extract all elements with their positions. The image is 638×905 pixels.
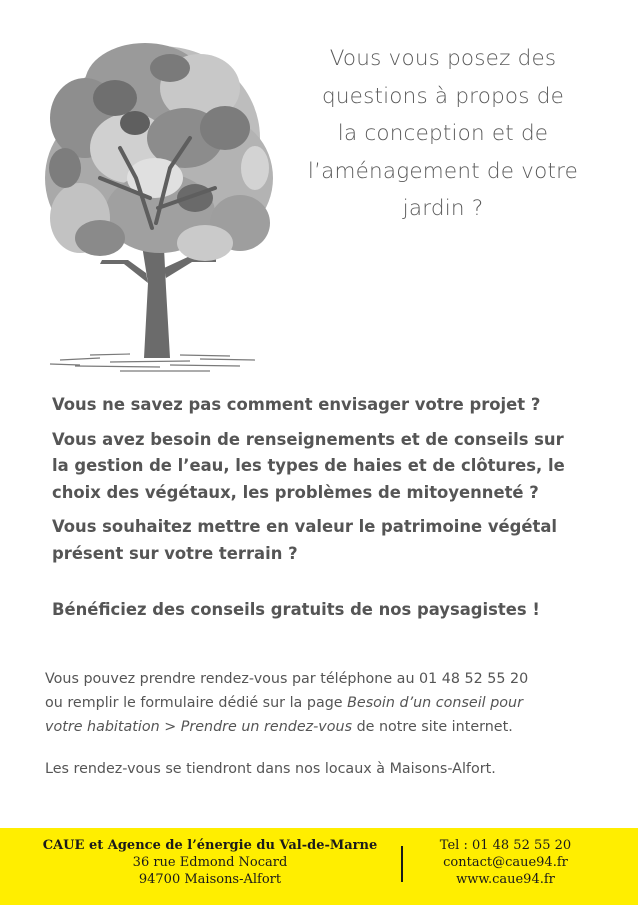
benefit-statement: Bénéficiez des conseils gratuits de nos paysagistes ! [52,600,540,619]
address-city: 94700 Maisons-Alfort [138,872,282,887]
question-line: choix des végétaux, les problèmes de mitoyenneté ? [52,482,539,502]
headline-line: l’aménagement de votre [307,158,579,184]
appointment-form-line-cont [45,715,625,739]
footer-contact [418,837,593,888]
contact-phone[interactable]: Tel : 01 48 52 55 20 [439,838,572,853]
question-advice [52,427,612,507]
headline-line: Vous vous posez des [329,46,557,71]
question-line: Vous souhaitez mettre en valeur le patrimoine végétal [52,517,557,536]
question-line: Vous avez besoin de renseignements et de conseils sur [52,429,564,449]
headline-line: la conception et de [337,121,549,146]
question-project [52,392,612,419]
headline-line: questions à propos de [321,83,564,109]
tree-illustration [40,28,280,376]
organization-name: CAUE et Agence de l’énergie du Val-de-Marne [42,838,378,853]
headline-line: jardin ? [402,196,484,221]
address-street: 36 rue Edmond Nocard [132,855,288,870]
question-line: la gestion de l’eau, les types de haies et de clôtures, le [52,456,565,475]
contact-website[interactable]: www.caue94.fr [456,872,555,887]
appointment-info [45,667,625,739]
footer-divider [401,846,403,882]
form-page-link[interactable]: Besoin d’un conseil pour [347,695,523,711]
appointment-phone-line: Vous pouvez prendre rendez-vous par téléphone au 01 48 52 55 20 [45,671,529,687]
form-line-text: ou remplir le formulaire dédié sur la page [45,695,348,711]
question-line: Vous ne savez pas comment envisager votre projet ? [52,395,541,414]
contact-email[interactable]: contact@caue94.fr [443,855,568,870]
appointment-location: Les rendez-vous se tiendront dans nos locaux à Maisons-Alfort. [45,761,496,777]
form-page-link-cont[interactable]: votre habitation > Prendre un rendez-vous [45,719,353,735]
footer-banner [0,828,638,905]
appointment-form-line [45,691,625,715]
headline [278,40,608,228]
footer-address [40,837,380,888]
question-heritage [52,514,612,567]
form-line-text: de notre site internet. [352,719,513,735]
question-line: présent sur votre terrain ? [52,543,298,563]
questions-block [52,392,612,575]
